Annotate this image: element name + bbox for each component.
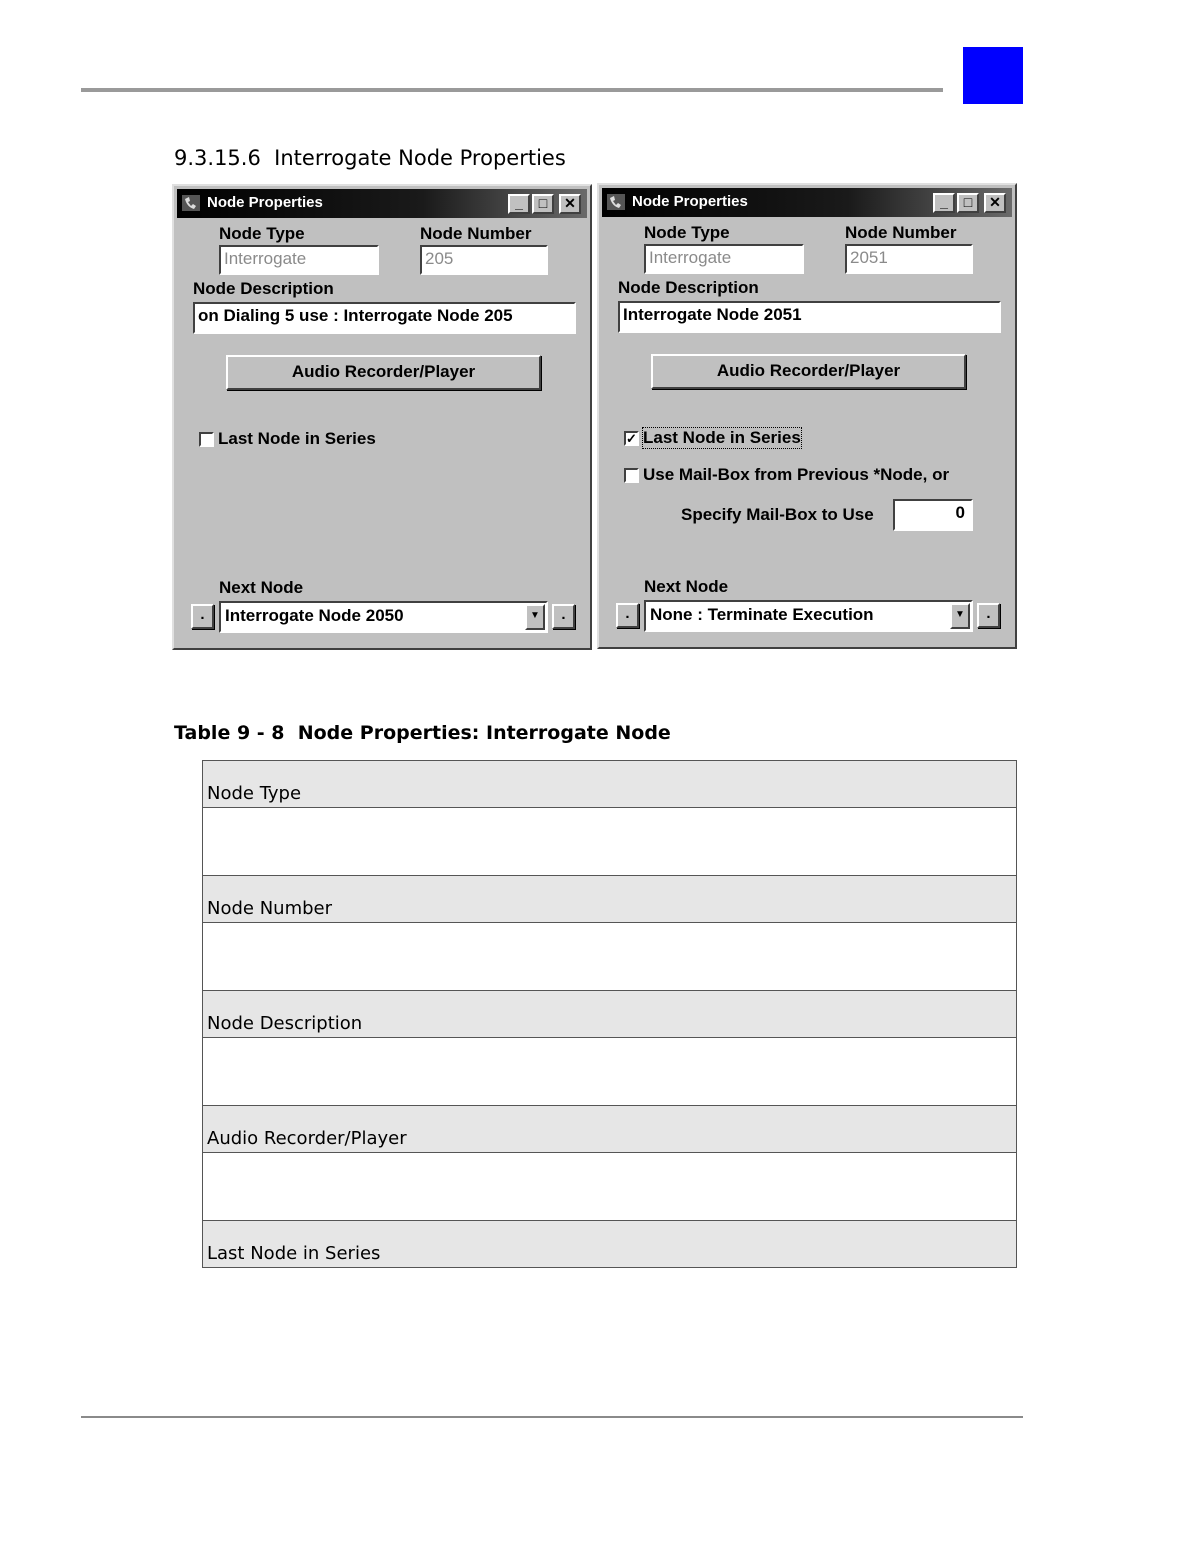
last-node-label: Last Node in Series [218, 429, 376, 448]
node-type-field[interactable]: Interrogate [644, 244, 804, 274]
row-body [203, 1038, 1017, 1106]
maximize-button[interactable] [532, 194, 554, 214]
node-type-field[interactable]: Interrogate [219, 245, 379, 275]
audio-recorder-player-button[interactable]: Audio Recorder/Player [226, 355, 541, 390]
table-row [203, 761, 1017, 808]
next-node-select[interactable] [644, 600, 973, 632]
specify-mailbox-field[interactable]: 0 [893, 499, 973, 531]
next-node-prev-button[interactable]: . [616, 603, 639, 628]
last-node-checkbox[interactable]: ✓ [624, 431, 639, 446]
node-type-label: Node Type [219, 224, 305, 243]
node-type-label: Node Type [644, 223, 730, 242]
use-mailbox-label: Use Mail-Box from Previous *Node, or [643, 465, 950, 484]
node-properties-dialog-2 [597, 183, 1017, 649]
table-caption: Table 9 - 8 Node Properties: Interrogate Node [174, 722, 671, 744]
table-row [203, 1106, 1017, 1153]
close-icon: ✕ [564, 195, 576, 211]
minimize-icon: _ [940, 194, 948, 210]
table-row [203, 808, 1017, 876]
next-node-prev-button[interactable]: . [191, 604, 214, 629]
node-number-label: Node Number [420, 224, 532, 243]
chevron-down-icon[interactable]: ▼ [950, 603, 970, 629]
row-body [203, 923, 1017, 991]
next-node-label: Next Node [219, 578, 304, 597]
table-row [203, 991, 1017, 1038]
last-node-label: Last Node in Series [643, 428, 801, 447]
section-heading: 9.3.15.6 Interrogate Node Properties [174, 146, 566, 170]
chevron-down-icon[interactable]: ▼ [525, 604, 545, 630]
dialog-titlebar[interactable] [602, 188, 1012, 217]
close-button[interactable] [984, 193, 1006, 213]
row-heading: Last Node in Series [203, 1221, 1017, 1268]
next-node-value: None : Terminate Execution [650, 605, 874, 624]
next-node-goto-button[interactable]: . [977, 603, 1000, 628]
node-number-field[interactable]: 205 [420, 245, 548, 275]
dialog-title: Node Properties [207, 194, 323, 211]
close-button[interactable] [559, 194, 581, 214]
next-node-value: Interrogate Node 2050 [225, 606, 404, 625]
row-heading: Node Description [203, 991, 1017, 1038]
node-properties-dialog-1 [172, 184, 592, 650]
close-icon: ✕ [989, 194, 1001, 210]
minimize-button[interactable] [508, 194, 530, 214]
table-row [203, 1153, 1017, 1221]
table-row [203, 923, 1017, 991]
table-row [203, 1038, 1017, 1106]
row-heading: Audio Recorder/Player [203, 1106, 1017, 1153]
footer-rule [81, 1416, 1023, 1418]
table-row [203, 876, 1017, 923]
next-node-label: Next Node [644, 577, 729, 596]
minimize-icon: _ [515, 195, 523, 211]
row-body [203, 808, 1017, 876]
table-row [203, 1221, 1017, 1268]
header-rule [81, 88, 943, 92]
node-description-label: Node Description [193, 279, 334, 298]
specify-mailbox-label: Specify Mail-Box to Use [681, 505, 874, 524]
node-number-label: Node Number [845, 223, 957, 242]
dialog-titlebar[interactable] [177, 189, 587, 218]
chapter-tab-marker [963, 47, 1023, 104]
row-body [203, 1153, 1017, 1221]
node-description-field[interactable]: on Dialing 5 use : Interrogate Node 205 [193, 302, 576, 334]
node-number-field[interactable]: 2051 [845, 244, 973, 274]
properties-table [202, 760, 1017, 1268]
row-heading: Node Number [203, 876, 1017, 923]
dialog-title: Node Properties [632, 193, 748, 210]
row-heading: Node Type [203, 761, 1017, 808]
node-description-label: Node Description [618, 278, 759, 297]
node-description-field[interactable]: Interrogate Node 2051 [618, 301, 1001, 333]
maximize-icon: □ [963, 194, 973, 210]
audio-recorder-player-button[interactable]: Audio Recorder/Player [651, 354, 966, 389]
last-node-checkbox[interactable] [199, 432, 214, 447]
next-node-goto-button[interactable]: . [552, 604, 575, 629]
phone-app-icon [606, 192, 626, 212]
maximize-icon: □ [538, 195, 548, 211]
minimize-button[interactable] [933, 193, 955, 213]
maximize-button[interactable] [957, 193, 979, 213]
use-mailbox-checkbox[interactable] [624, 468, 639, 483]
next-node-select[interactable] [219, 601, 548, 633]
phone-app-icon [181, 193, 201, 213]
